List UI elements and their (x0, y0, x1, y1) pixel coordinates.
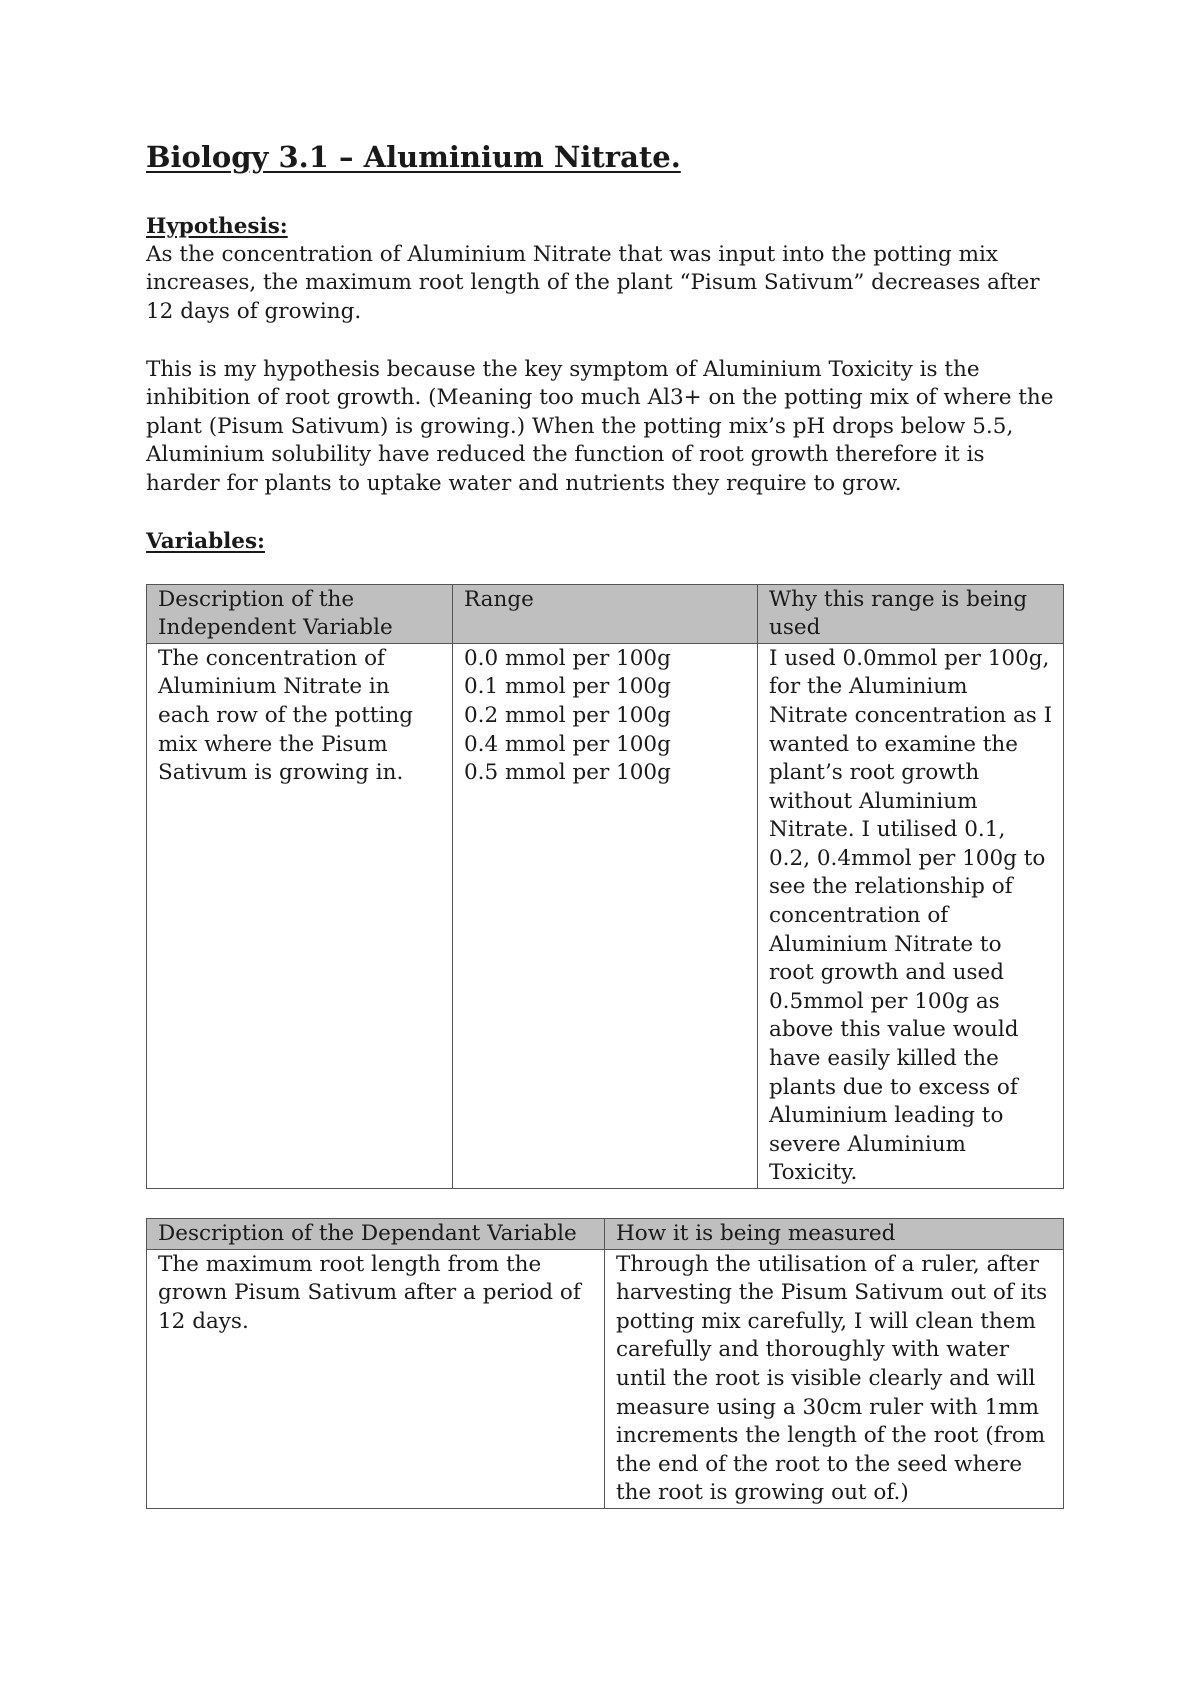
range-value: 0.1 mmol per 100g (464, 674, 671, 700)
range-value: 0.2 mmol per 100g (464, 702, 671, 728)
measurement-method: Through the utilisation of a ruler, after harvesting the Pisum Sativum out of its potting mix carefully, I will clean them carefully and thoroughly with water until the root is visible clearly and will measure using a 30cm ruler with 1mm increments the length of the root (from the end of the root to the seed where the root is growing out of.) (605, 1249, 1064, 1508)
independent-variable-table (146, 584, 1064, 1189)
independent-variable-description: The concentration of Aluminium Nitrate in each row of the potting mix where the Pisum Sativum is growing in. (147, 643, 453, 1188)
table-header-cell: Range (453, 584, 758, 643)
independent-variable-range (453, 643, 758, 1188)
dependent-variable-table (146, 1218, 1064, 1509)
document-title: Biology 3.1 – Aluminium Nitrate. (146, 140, 681, 174)
table-row (147, 1249, 1064, 1508)
table-header-cell: Description of the Independent Variable (147, 584, 453, 643)
dependent-variable-description: The maximum root length from the grown Pisum Sativum after a period of 12 days. (147, 1249, 605, 1508)
table-row (147, 643, 1064, 1188)
range-value: 0.5 mmol per 100g (464, 760, 671, 786)
document-page (146, 140, 1063, 1509)
range-value: 0.0 mmol per 100g (464, 645, 671, 671)
table-header-row (147, 584, 1064, 643)
table-header-cell: Why this range is being used (758, 584, 1064, 643)
table-header-cell: How it is being measured (605, 1219, 1064, 1250)
hypothesis-rationale: This is my hypothesis because the key symptom of Aluminium Toxicity is the inhibition of root growth. (Meaning too much Al3+ on the potting mix of where the plant (Pisum Sativum) is growing.) When the potting mix’s pH drops below 5.5, Aluminium solubility have reduced the function of root growth therefore it is harder for plants to uptake water and nutrients they require to grow. (146, 356, 1054, 496)
hypothesis-heading: Hypothesis: (146, 213, 288, 239)
variables-heading: Variables: (146, 528, 265, 554)
range-value: 0.4 mmol per 100g (464, 731, 671, 757)
hypothesis-statement: As the concentration of Aluminium Nitrate that was input into the potting mix increases, the maximum root length of the plant “Pisum Sativum” decreases after 12 days of growing. (146, 241, 1040, 324)
table-header-cell: Description of the Dependant Variable (147, 1219, 605, 1250)
range-justification: I used 0.0mmol per 100g, for the Aluminium Nitrate concentration as I wanted to examine the plant’s root growth without Aluminium Nitrate. I utilised 0.1, 0.2, 0.4mmol per 100g to see the relationship of concentration of Aluminium Nitrate to root growth and used 0.5mmol per 100g as above this value would have easily killed the plants due to excess of Aluminium leading to severe Aluminium Toxicity. (758, 643, 1064, 1188)
table-header-row (147, 1219, 1064, 1250)
